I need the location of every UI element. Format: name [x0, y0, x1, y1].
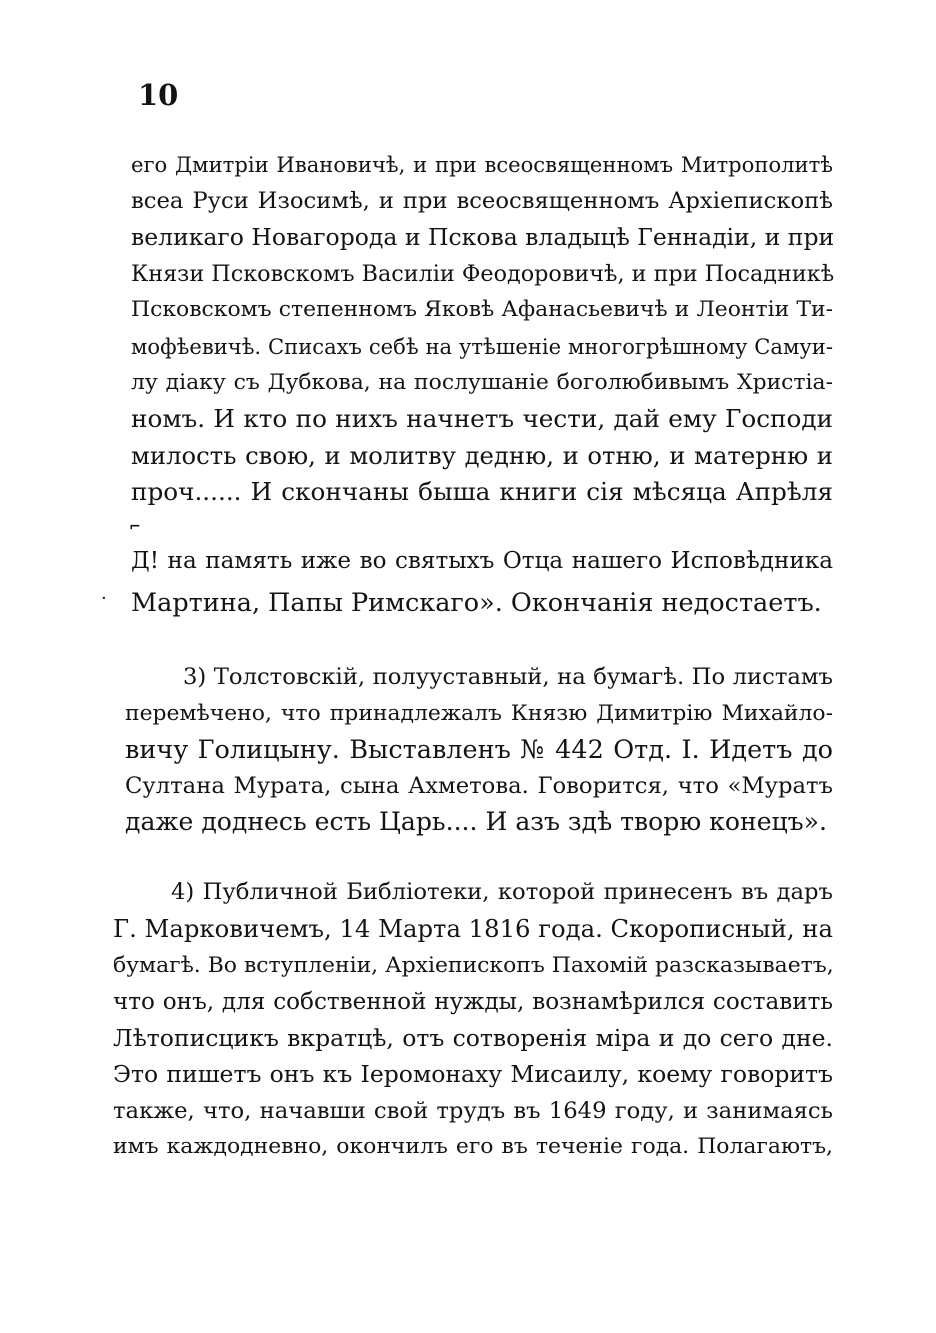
- text-line: Г. Марковичемъ, 14 Марта 1816 года. Скорописный, на: [113, 914, 833, 943]
- text-line: Султана Мурата, сына Ахметова. Говорится, что «Муратъ: [125, 773, 833, 799]
- titlo-mark: ⌐: [129, 519, 141, 535]
- text-line: великаго Новагорода и Пскова владыцѣ Геннадіи, и при: [131, 223, 835, 251]
- text-line: лу діаку съ Дубкова, на послушаніе боголюбивымъ Христіа-: [131, 370, 833, 395]
- text-line: Псковскомъ степенномъ Яковѣ Афанасьевичѣ и Леонтіи Ти-: [131, 297, 833, 322]
- text-line: даже доднесь есть Царь.... И азъ здѣ творю конецъ».: [125, 807, 827, 836]
- text-line: Мартина, Папы Римскаго». Окончанія недостаетъ.: [131, 588, 822, 618]
- text-line: милость свою, и молитву дедню, и отню, и матерню и: [131, 441, 833, 470]
- text-line: проч...... И скончаны быша книги сія мѣсяца Апрѣля: [131, 477, 833, 506]
- text-line: также, что, начавши свой трудъ въ 1649 году, и занимаясь: [113, 1098, 833, 1124]
- margin-dot: ·: [101, 588, 107, 609]
- text-line: 4) Публичной Библіотеки, которой принесенъ въ даръ: [171, 879, 833, 905]
- page-number: 10: [138, 78, 179, 112]
- text-line: Лѣтописцикъ вкратцѣ, отъ сотворенія міра и до сего дне.: [113, 1024, 833, 1052]
- text-line: перемѣчено, что принадлежалъ Князю Димитрію Михайло-: [125, 701, 833, 726]
- text-line: что онъ, для собственной нужды, вознамѣрился составить: [113, 989, 833, 1015]
- text-line: номъ. И кто по нихъ начнетъ чести, дай ему Господи: [131, 404, 833, 433]
- text-line: Князи Псковскомъ Василіи Феодоровичѣ, и при Посадникѣ: [131, 261, 835, 287]
- text-line: Д! на память иже во святыхъ Отца нашего Исповѣдника: [131, 548, 833, 574]
- text-line: вичу Голицыну. Выставленъ № 442 Отд. I. Идетъ до: [125, 735, 833, 765]
- text-line: Это пишетъ онъ къ Іеромонаху Мисаилу, коему говоритъ: [113, 1060, 833, 1088]
- text-line: мофѣевичѣ. Списахъ себѣ на утѣшеніе многогрѣшному Самуи-: [131, 334, 833, 359]
- text-line: его Дмитріи Ивановичѣ, и при всеосвященномъ Митрополитѣ: [131, 152, 833, 177]
- text-line: бумагѣ. Во вступленіи, Архіепископъ Пахомій разсказываетъ,: [113, 953, 834, 978]
- text-line: всеа Руси Изосимѣ, и при всеосвященномъ Архіепископѣ: [131, 188, 833, 214]
- text-line: имъ каждодневно, окончилъ его въ теченіе года. Полагаютъ,: [113, 1134, 833, 1159]
- text-line: 3) Толстовскій, полууставный, на бумагѣ. По листамъ: [183, 664, 833, 690]
